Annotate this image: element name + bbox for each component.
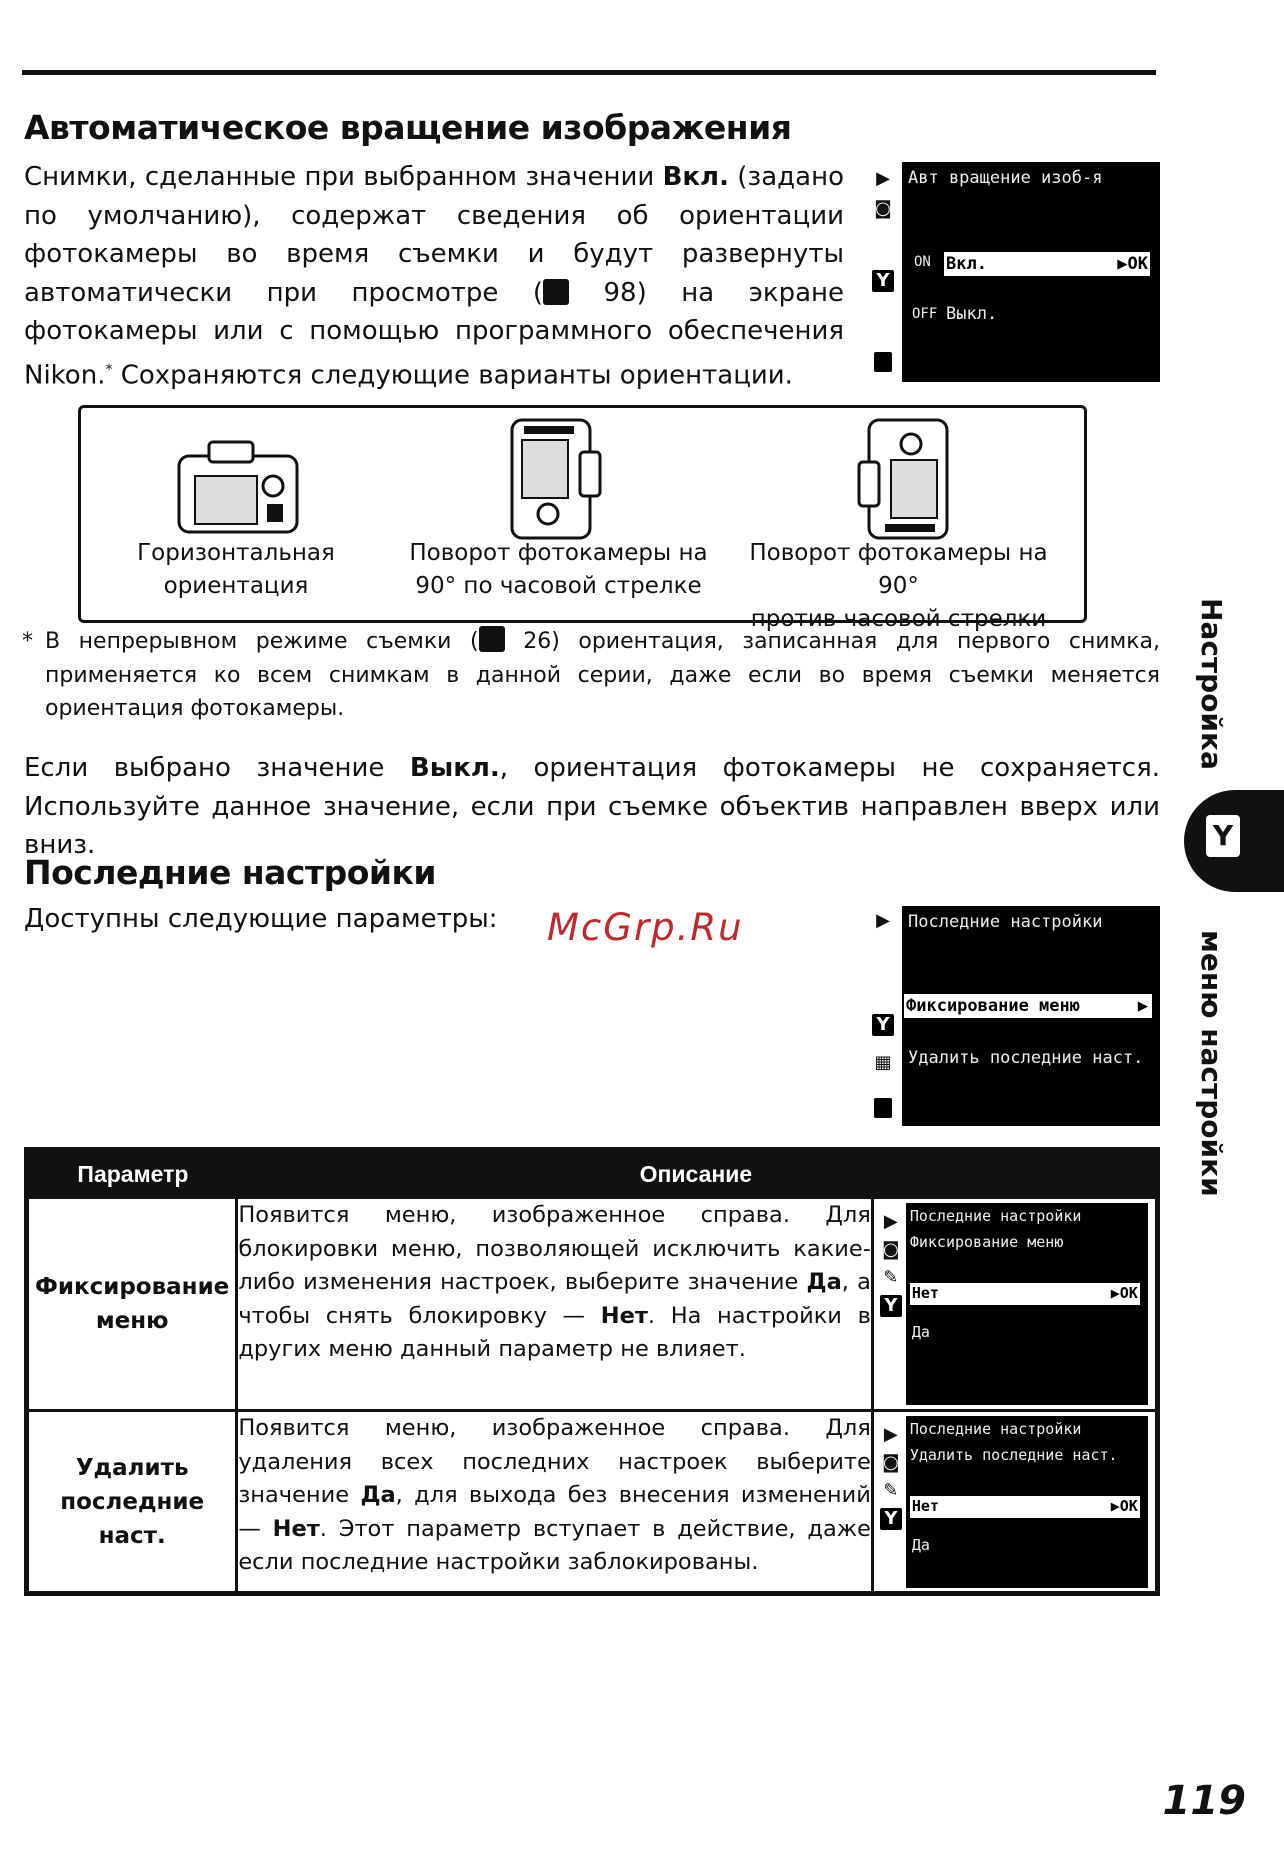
menu-item-reset[interactable]: Удалить последние наст. bbox=[908, 1048, 1144, 1068]
shooting-menu-icon: ◙ bbox=[882, 1452, 900, 1473]
retouch-menu-icon: ▦ bbox=[874, 1052, 892, 1073]
setup-menu-icon: Y bbox=[872, 1014, 894, 1036]
auto-rotate-paragraph: Снимки, сделанные при выбранном значении Вкл. (задано по умолчанию), содержат сведения об ориентации фотокамеры во время съемки и будут развернуты автоматически при просмотре ( 98) на экране фотокамеры или с помощью программного обеспечения Nikon.* Сохраняются следующие варианты ориентации. bbox=[24, 162, 845, 391]
menu-item-lock-selected[interactable]: Фиксирование меню ▶ bbox=[904, 994, 1152, 1018]
setup-chapter-tab bbox=[1184, 790, 1284, 892]
option-no-selected[interactable]: Нет ▶OK bbox=[910, 1283, 1140, 1305]
auto-rotate-screen bbox=[902, 162, 1160, 382]
orientation-label-cw: Поворот фотокамеры на 90° по часовой стрелке bbox=[409, 540, 708, 599]
footnote-text: В непрерывном режиме съемки ( 26) ориентация, записанная для первого снимка, применяется ко всем снимкам в данной серии, даже если во время съемки меняется ориентация фотокамеры. bbox=[45, 625, 1160, 726]
table-header-param: Параметр bbox=[27, 1150, 237, 1198]
recent-settings-icon bbox=[874, 352, 892, 372]
playback-menu-icon: ▶ bbox=[876, 910, 890, 931]
menu-tab-icons bbox=[878, 1203, 906, 1403]
wrench-icon: Y bbox=[1206, 815, 1240, 857]
param-name: Удалить последние наст. bbox=[27, 1411, 237, 1594]
playback-menu-icon: ▶ bbox=[883, 1424, 898, 1445]
playback-menu-icon: ▶ bbox=[883, 1211, 898, 1232]
playback-menu-icon: ▶ bbox=[876, 168, 890, 189]
screen-title: Последние настройки bbox=[908, 912, 1103, 932]
table-header-desc: Описание bbox=[237, 1150, 1158, 1198]
menu-tab-icons bbox=[870, 162, 902, 382]
side-label-setup-menu: меню настройки bbox=[1195, 930, 1228, 1197]
section-title-auto-rotate: Автоматическое вращение изображения bbox=[24, 108, 792, 147]
param-description: Появится меню, изображенное справа. Для блокировки меню, позволяющей исключить какие-либо изменения настроек, выберите значение Да, а чтобы снять блокировку — Нет. На настройки в других меню данный параметр не влияет. bbox=[237, 1198, 873, 1411]
param-name: Фиксирование меню bbox=[27, 1198, 237, 1411]
option-on-selected[interactable]: Вкл. ▶OK bbox=[946, 254, 1148, 274]
parameters-table bbox=[24, 1147, 1160, 1596]
top-rule bbox=[22, 70, 1156, 75]
option-no-selected[interactable]: Нет ▶OK bbox=[910, 1496, 1140, 1518]
orientation-label-ccw: Поворот фотокамеры на 90° против часовой стрелки bbox=[749, 540, 1048, 632]
option-off[interactable]: Выкл. bbox=[946, 304, 998, 324]
screen-title: Авт вращение изоб-я bbox=[908, 168, 1103, 188]
section-title-recent-settings: Последние настройки bbox=[24, 853, 437, 892]
reset-menu-screen: Последние настройки Удалить последние наст. Нет ▶OK Да bbox=[906, 1416, 1148, 1588]
camera-horizontal-icon bbox=[175, 438, 303, 536]
recent-settings-icon bbox=[874, 1098, 892, 1118]
option-yes[interactable]: Да bbox=[911, 1323, 930, 1341]
on-tag: ON bbox=[914, 254, 931, 270]
shooting-menu-icon: ◙ bbox=[882, 1239, 900, 1260]
setup-menu-icon: Y bbox=[872, 270, 894, 292]
menu-tab-icons-2 bbox=[870, 906, 902, 1126]
recent-settings-intro: Доступны следующие параметры: bbox=[24, 904, 498, 934]
orientation-label-horizontal: Горизонтальная ориентация bbox=[137, 540, 335, 599]
footnote-star: * bbox=[22, 629, 33, 654]
lock-menu-screen: Последние настройки Фиксирование меню Нет ▶OK Да bbox=[906, 1203, 1148, 1405]
auto-rotate-off-paragraph: Если выбрано значение Выкл., ориентация фотокамеры не сохраняется. Используйте данное значение, если при съемке объектив направлен вверх или вниз. bbox=[24, 753, 1160, 860]
setup-menu-icon: Y bbox=[880, 1508, 902, 1530]
menu-tab-icons bbox=[878, 1416, 906, 1586]
book-reference-icon bbox=[479, 626, 505, 652]
param-screen-cell bbox=[872, 1411, 1157, 1594]
watermark: McGrp.Ru bbox=[547, 906, 744, 949]
orientation-box bbox=[78, 405, 1087, 632]
table-row bbox=[27, 1198, 1158, 1411]
camera-rotated-ccw-icon bbox=[855, 416, 951, 542]
page-number: 119 bbox=[1162, 1778, 1246, 1824]
option-yes[interactable]: Да bbox=[911, 1536, 930, 1554]
camera-rotated-cw-icon bbox=[508, 416, 604, 542]
recent-settings-screen bbox=[902, 906, 1160, 1126]
side-label-setup: Настройка bbox=[1195, 598, 1228, 770]
table-row bbox=[27, 1411, 1158, 1594]
custom-menu-icon: ✎ bbox=[883, 1267, 899, 1288]
param-description: Появится меню, изображенное справа. Для удаления всех последних настроек выберите значение Да, для выхода без внесения изменений — Нет. Этот параметр вступает в действие, даже если последние настройки заблокированы. bbox=[237, 1411, 873, 1594]
off-tag: OFF bbox=[912, 306, 938, 322]
custom-menu-icon: ✎ bbox=[883, 1480, 899, 1501]
book-reference-icon bbox=[543, 279, 569, 305]
setup-menu-icon: Y bbox=[880, 1295, 902, 1317]
shooting-menu-icon: ◙ bbox=[874, 198, 892, 219]
param-screen-cell bbox=[872, 1198, 1157, 1411]
